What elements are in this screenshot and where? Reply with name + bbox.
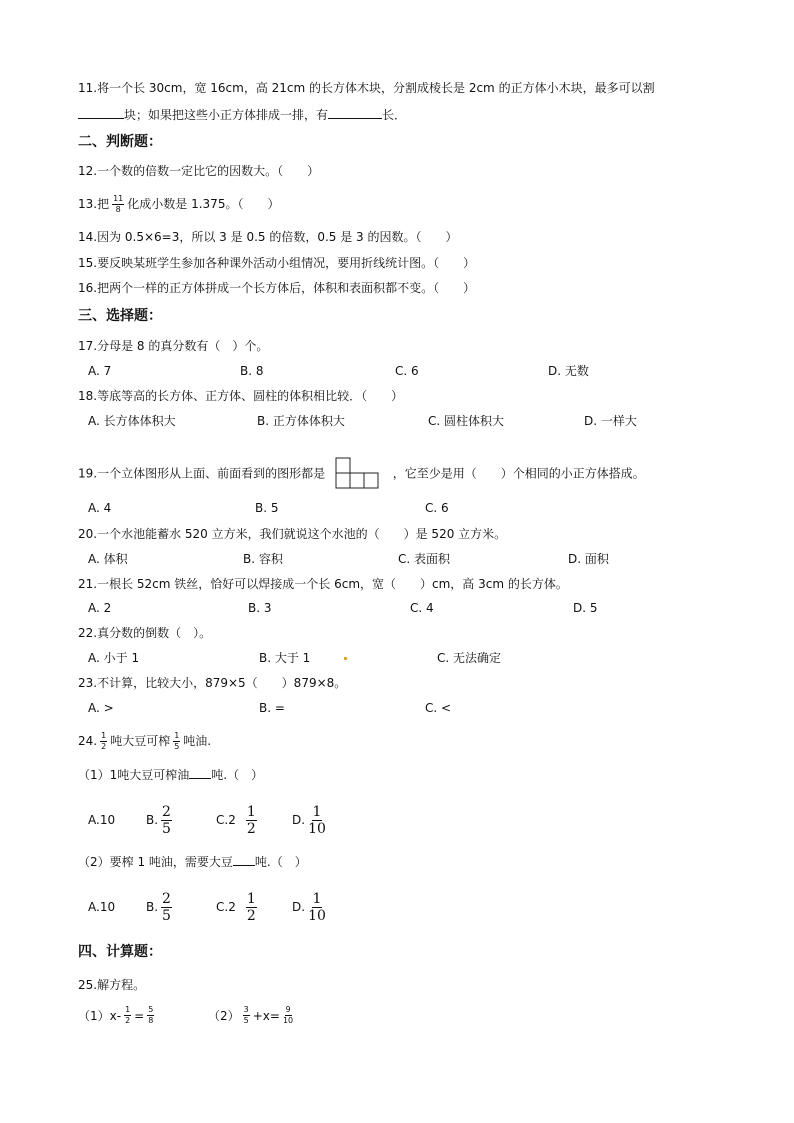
q24-sub2-blank[interactable] (233, 853, 255, 866)
q24-num2: 1 (174, 731, 180, 740)
q25-eq2-mid: +x= (252, 1008, 280, 1023)
q24-sub2-option-b-fraction (161, 892, 172, 923)
q24-sub2-text: （2）要榨 1 吨油，需要大豆 (78, 855, 233, 869)
q12: 12.一个数的倍数一定比它的因数大。（ ） (78, 164, 320, 178)
q24-sub2-options (88, 890, 329, 924)
q21-option-d[interactable]: D. 5 (573, 601, 598, 615)
q24-sub2-d-num: 1 (312, 890, 322, 907)
q25-eq2-pre: （2） (208, 1008, 240, 1023)
q24-sub1-blank[interactable] (189, 766, 211, 779)
q24-sub1-text: （1）1吨大豆可榨油 (78, 768, 190, 782)
q25-eq1-frac1 (124, 1006, 131, 1025)
q24-post: 吨油. (183, 734, 212, 748)
q25-equation-1[interactable] (78, 1006, 208, 1025)
q20-option-a[interactable]: A. 体积 (88, 552, 128, 566)
q22: 22.真分数的倒数（ ）。 (78, 626, 212, 640)
q19-option-c[interactable]: C. 6 (425, 501, 449, 515)
q20-option-c[interactable]: C. 表面积 (398, 552, 451, 566)
q11-line2-a: 块；如果把这些小正方体排成一排，有 (124, 108, 329, 122)
q24-sub1-option-b-fraction (161, 805, 172, 836)
q24-sub1-option-d-fraction (308, 805, 326, 836)
q24-den2: 5 (174, 742, 180, 751)
q19-pre: 19.一个立体图形从上面、前面看到的图形都是 (78, 466, 326, 481)
q24-sub1-option-c-fraction (246, 805, 257, 836)
q18-option-c[interactable]: C. 圆柱体积大 (428, 414, 505, 428)
q25-eq1-frac2 (147, 1006, 154, 1025)
q24-sub1-c-num: 1 (246, 803, 256, 820)
q25-eq2-n1: 3 (243, 1005, 249, 1014)
q24-sub2-c-num: 1 (246, 890, 256, 907)
q13-num: 11 (113, 194, 124, 203)
q25-eq2-n2: 9 (285, 1005, 291, 1014)
q25-eq1-d1: 2 (125, 1016, 131, 1025)
q18-option-b[interactable]: B. 正方体体积大 (257, 414, 345, 428)
q20: 20.一个水池能蓄水 520 立方米，我们就说这个水池的（ ）是 520 立方米。 (78, 527, 507, 541)
q19-cube-view-figure (333, 456, 385, 492)
q11-line2-b: 长． (382, 108, 407, 122)
q24-sub1-c-den: 2 (246, 820, 256, 837)
q24-sub2-option-c-fraction (246, 892, 257, 923)
section-title-judgement: 二、判断题： (78, 134, 162, 150)
section-title-choice: 三、选择题： (78, 308, 162, 324)
q18-option-d[interactable]: D. 一样大 (584, 414, 637, 428)
q25: 25.解方程。 (78, 978, 146, 992)
q17: 17.分母是 8 的真分数有（ ）个。 (78, 339, 269, 353)
q17-option-a[interactable]: A. 7 (88, 364, 112, 378)
q11-blank-1[interactable] (78, 106, 124, 119)
q19-option-b[interactable]: B. 5 (255, 501, 279, 515)
q24-sub2-end: 吨.（ ） (254, 855, 307, 869)
q24-sub1-option-d-label: D. (292, 813, 306, 827)
q13 (78, 195, 279, 214)
q20-option-d[interactable]: D. 面积 (568, 552, 609, 566)
q23-option-a[interactable]: A. > (88, 701, 114, 715)
q24-sub2-b-den: 5 (162, 907, 171, 924)
q25-eq1-n2: 5 (148, 1005, 154, 1014)
q24-sub2-option-d-fraction (308, 892, 326, 923)
q24-sub2-d-den: 10 (308, 907, 326, 924)
q18-option-a[interactable]: A. 长方体体积大 (88, 414, 176, 428)
q24-sub1-d-num: 1 (312, 803, 322, 820)
q25-eq2-frac2 (283, 1006, 293, 1025)
q23-option-b[interactable]: B. = (259, 701, 285, 715)
q11-line2 (78, 106, 406, 123)
q23-option-c[interactable]: C. < (425, 701, 452, 715)
q24-sub1-options (88, 803, 329, 837)
q24-sub1-option-a[interactable]: A.10 (88, 813, 116, 827)
q25-equation-2[interactable] (208, 1006, 296, 1025)
q24-sub2-option-d[interactable] (292, 892, 329, 923)
q25-equations (78, 1006, 296, 1025)
q24-sub2-option-c[interactable] (216, 892, 292, 923)
q24-sub1-option-b-label: B. (146, 813, 159, 827)
q14: 14.因为 0.5×6=3，所以 3 是 0.5 的倍数，0.5 是 3 的因数。（ ） (78, 230, 458, 244)
q24-sub1-option-d[interactable] (292, 805, 329, 836)
q24-sub1-b-den: 5 (162, 820, 171, 837)
q21-option-a[interactable]: A. 2 (88, 601, 112, 615)
q24-sub2-option-d-label: D. (292, 900, 306, 914)
q24-mid: 吨大豆可榨 (110, 734, 171, 748)
q18: 18.等底等高的长方体、正方体、圆柱的体积相比较．（ ） (78, 389, 404, 403)
q25-eq2-d2: 10 (282, 1016, 294, 1025)
q13-den: 8 (115, 205, 121, 214)
q24-pre: 24. (78, 734, 98, 748)
q24-sub1-b-num: 2 (162, 803, 171, 820)
q15: 15.要反映某班学生参加各种课外活动小组情况，要用折线统计图。（ ） (78, 256, 476, 270)
q19 (78, 456, 645, 492)
q25-eq1-mid: = (134, 1008, 145, 1023)
q24-sub2 (78, 853, 307, 870)
q24 (78, 732, 211, 751)
q19-post: ，它至少是用（ ）个相同的小正方体搭成。 (392, 466, 645, 481)
q24-sub2-option-c-label: C.2 (216, 900, 236, 914)
q24-sub2-b-num: 2 (162, 890, 171, 907)
q25-eq2-frac1 (243, 1006, 250, 1025)
q25-eq1-d2: 8 (148, 1016, 154, 1025)
q24-sub1-d-den: 10 (308, 820, 326, 837)
q11-blank-2[interactable] (328, 106, 382, 119)
q24-sub2-option-b-label: B. (146, 900, 159, 914)
stray-mark (344, 657, 347, 660)
q21-option-b[interactable]: B. 3 (248, 601, 272, 615)
q22-option-c[interactable]: C. 无法确定 (437, 651, 502, 665)
q19-option-a[interactable]: A. 4 (88, 501, 112, 515)
q24-sub1 (78, 766, 263, 783)
q13-fraction (112, 195, 124, 214)
q24-den1: 2 (101, 742, 107, 751)
q24-sub1-end: 吨.（ ） (211, 768, 264, 782)
q22-option-a[interactable]: A. 小于 1 (88, 651, 140, 665)
q24-fraction-1 (100, 732, 107, 751)
q24-sub2-c-den: 2 (246, 907, 256, 924)
q20-option-b[interactable]: B. 容积 (243, 552, 283, 566)
q24-fraction-2 (173, 732, 180, 751)
q17-option-d[interactable]: D. 无数 (548, 364, 589, 378)
q24-sub2-option-a[interactable]: A.10 (88, 900, 116, 914)
q17-option-c[interactable]: C. 6 (395, 364, 419, 378)
q24-num1: 1 (101, 731, 107, 740)
q13-post: 化成小数是 1.375。（ ） (127, 197, 280, 211)
q25-eq1-pre: （1）x- (78, 1008, 122, 1023)
q24-sub2-option-b[interactable] (146, 892, 216, 923)
q16: 16.把两个一样的正方体拼成一个长方体后，体积和表面积都不变。（ ） (78, 281, 476, 295)
q24-sub1-option-b[interactable] (146, 805, 216, 836)
q21-option-c[interactable]: C. 4 (410, 601, 434, 615)
q11-line1: 11.将一个长 30cm，宽 16cm，高 21cm 的长方体木块，分割成棱长是 2cm 的正方体小木块，最多可以割 (78, 81, 655, 95)
q24-sub1-option-c-label: C.2 (216, 813, 236, 827)
q22-option-b[interactable]: B. 大于 1 (259, 651, 311, 665)
section-title-calculation: 四、计算题： (78, 944, 162, 960)
q17-option-b[interactable]: B. 8 (240, 364, 264, 378)
q23: 23.不计算，比较大小，879×5（ ）879×8。 (78, 676, 347, 690)
q25-eq1-n1: 1 (125, 1005, 131, 1014)
q13-pre: 13.把 (78, 197, 110, 211)
q25-eq2-d1: 5 (243, 1016, 249, 1025)
q24-sub1-option-c[interactable] (216, 805, 292, 836)
q21: 21.一根长 52cm 铁丝，恰好可以焊接成一个长 6cm，宽（ ）cm，高 3cm 的长方体。 (78, 577, 568, 591)
